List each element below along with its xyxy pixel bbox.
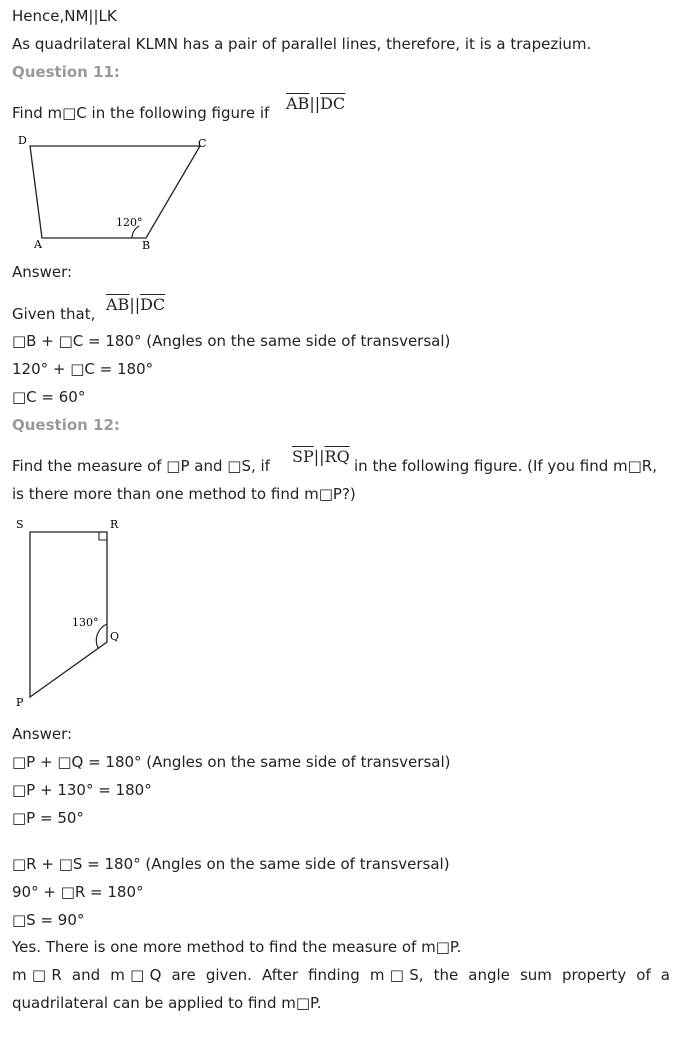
- vertex-label-s: S: [16, 518, 24, 531]
- parallel-condition: [106, 295, 165, 314]
- vertex-label-p: P: [16, 696, 24, 709]
- question-prompt: Find m□C in the following figure if: [12, 104, 270, 122]
- question-heading: Question 12:: [12, 416, 120, 434]
- trapezium-shape: [30, 146, 200, 238]
- segment-label: $\overline{DC}$: [320, 94, 346, 113]
- text-line: □C = 60°: [12, 388, 86, 406]
- answer-heading: Answer:: [12, 263, 73, 281]
- segment-label: $\overline{AB}$: [106, 295, 130, 314]
- vertex-label-d: D: [18, 134, 27, 147]
- parallel-condition: [286, 94, 345, 113]
- parallel-symbol: ||: [129, 295, 141, 314]
- quadrilateral-figure: [12, 512, 132, 712]
- right-angle-marker: [99, 532, 107, 540]
- vertex-label-a: A: [34, 238, 42, 251]
- segment-label: $\overline{SP}$: [292, 447, 314, 466]
- text-line: □B + □C = 180° (Angles on the same side of transversal): [12, 332, 451, 350]
- text-line: Given that,: [12, 305, 96, 323]
- text-line: Hence,NM||LK: [12, 7, 117, 25]
- text-line: As quadrilateral KLMN has a pair of parallel lines, therefore, it is a trapezium.: [12, 35, 592, 53]
- parallel-symbol: ||: [309, 94, 321, 113]
- segment-label: $\overline{AB}$: [286, 94, 310, 113]
- angle-label: 130°: [72, 616, 99, 629]
- question-prompt: in the following figure. (If you find m□R,: [354, 457, 657, 475]
- text-line: m□R and m□Q are given. After finding m□S, the angle sum property of a: [12, 966, 670, 984]
- vertex-label-c: C: [198, 137, 207, 150]
- angle-label: 120°: [116, 216, 143, 229]
- segment-label: $\overline{DC}$: [140, 295, 166, 314]
- question-prompt: Find the measure of □P and □S, if: [12, 457, 270, 475]
- question-prompt: is there more than one method to find m□P?): [12, 485, 356, 503]
- text-line: Yes. There is one more method to find the measure of m□P.: [12, 938, 462, 956]
- trapezium-figure: [12, 130, 212, 255]
- answer-heading: Answer:: [12, 725, 73, 743]
- text-line: □P = 50°: [12, 809, 84, 827]
- text-line: □P + □Q = 180° (Angles on the same side of transversal): [12, 753, 451, 771]
- segment-label: $\overline{RQ}$: [324, 447, 350, 466]
- text-line: □R + □S = 180° (Angles on the same side of transversal): [12, 855, 450, 873]
- question-heading: Question 11:: [12, 63, 120, 81]
- vertex-label-b: B: [142, 239, 151, 252]
- text-line: 90° + □R = 180°: [12, 883, 144, 901]
- vertex-label-q: Q: [110, 630, 120, 643]
- parallel-condition: [292, 447, 350, 466]
- text-line: quadrilateral can be applied to find m□P.: [12, 994, 322, 1012]
- vertex-label-r: R: [110, 518, 119, 531]
- parallel-symbol: ||: [313, 447, 325, 466]
- text-line: □P + 130° = 180°: [12, 781, 152, 799]
- text-line: □S = 90°: [12, 911, 85, 929]
- text-line: 120° + □C = 180°: [12, 360, 154, 378]
- quadrilateral-shape: [30, 532, 107, 697]
